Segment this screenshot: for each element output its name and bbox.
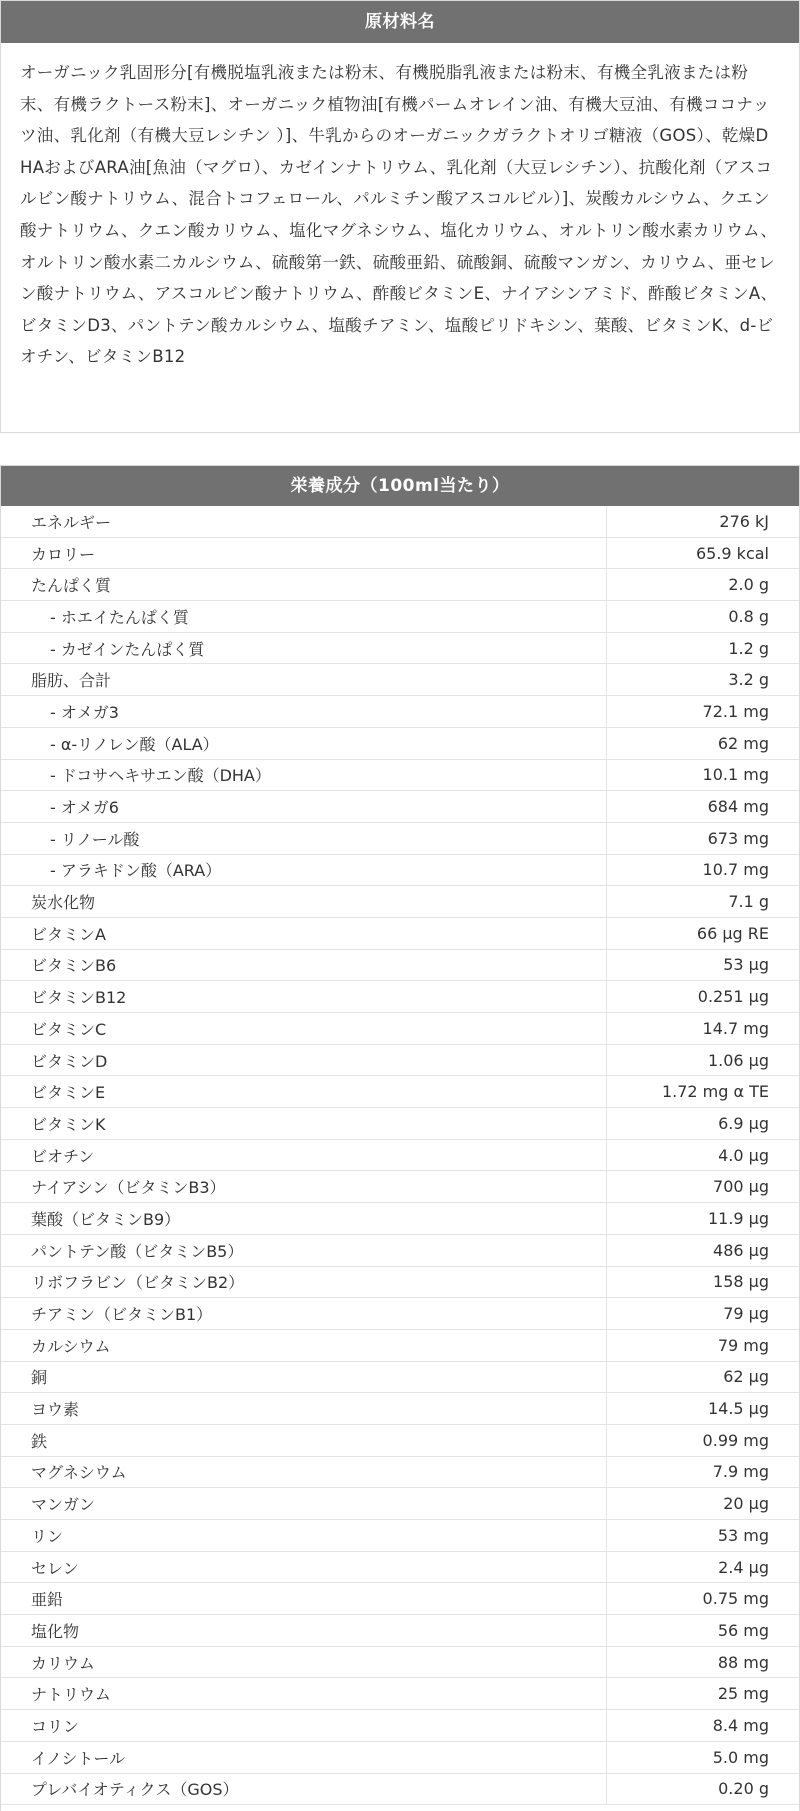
- nutrient-value: 684 mg: [607, 791, 800, 823]
- nutrition-row: [1, 1741, 799, 1773]
- nutrition-row: [1, 1583, 799, 1615]
- nutrition-row: [1, 1171, 799, 1203]
- nutrient-name: コリン: [1, 1710, 607, 1742]
- nutrient-name: ヨウ素: [1, 1393, 607, 1425]
- nutrient-value: 8.4 mg: [607, 1710, 800, 1742]
- nutrient-value: 14.7 mg: [607, 1013, 800, 1045]
- nutrition-row: [1, 1234, 799, 1266]
- nutrient-name: ナトリウム: [1, 1678, 607, 1710]
- nutrition-row: [1, 664, 799, 696]
- nutrient-value: 65.9 kcal: [607, 537, 800, 569]
- nutrition-row: [1, 1298, 799, 1330]
- nutrient-name: カリウム: [1, 1646, 607, 1678]
- nutrient-value: 56 mg: [607, 1615, 800, 1647]
- nutrient-name: - α-リノレン酸（ALA）: [1, 727, 607, 759]
- nutrition-row: [1, 1329, 799, 1361]
- nutrition-row: [1, 1266, 799, 1298]
- nutrient-value: 5.0 mg: [607, 1741, 800, 1773]
- nutrient-value: 3.2 g: [607, 664, 800, 696]
- nutrition-row: [1, 1710, 799, 1742]
- ingredients-title: 原材料名: [1, 1, 799, 43]
- nutrient-name: 銅: [1, 1361, 607, 1393]
- nutrient-name: 塩化物: [1, 1615, 607, 1647]
- nutrient-value: 673 mg: [607, 822, 800, 854]
- nutrient-name: たんぱく質: [1, 569, 607, 601]
- nutrient-name: - ホエイたんぱく質: [1, 601, 607, 633]
- nutrient-name: プレバイオティクス（GOS）: [1, 1773, 607, 1805]
- nutrient-value: 158 µg: [607, 1266, 800, 1298]
- nutrition-row: [1, 1203, 799, 1235]
- ingredients-text: オーガニック乳固形分[有機脱塩乳液または粉末、有機脱脂乳液または粉末、有機全乳液または粉末、有機ラクトース粉末]、オーガニック植物油[有機パームオレイン油、有機大豆油、有機ココナッツ油、乳化剤（有機大豆レシチン ）]、牛乳からのオーガニックガラクトオリゴ糖液（GOS）、乾燥DHAおよびARA油[魚油（マグロ）、カゼインナトリウム、乳化剤（大豆レシチン）、抗酸化剤（アスコルビン酸ナトリウム、混合トコフェロール、パルミチン酸アスコルビル）]、炭酸カルシウム、クエン酸ナトリウム、クエン酸カリウム、塩化マグネシウム、塩化カリウム、オルトリン酸水素カリウム、オルトリン酸水素二カルシウム、硫酸第一鉄、硫酸亜鉛、硫酸銅、硫酸マンガン、カリウム、亜セレン酸ナトリウム、アスコルビン酸ナトリウム、酢酸ビタミンE、ナイアシンアミド、酢酸ビタミンA、ビタミンD3、パントテン酸カルシウム、塩酸チアミン、塩酸ピリドキシン、葉酸、ビタミンK、d-ビオチン、ビタミンB12: [20, 63, 778, 367]
- nutrition-row: [1, 1520, 799, 1552]
- nutrition-row: [1, 1393, 799, 1425]
- nutrient-value: 486 µg: [607, 1234, 800, 1266]
- nutrient-name: ビタミンK: [1, 1108, 607, 1140]
- nutrient-name: - ドコサヘキサエン酸（DHA）: [1, 759, 607, 791]
- nutrition-row: [1, 1456, 799, 1488]
- nutrition-row: [1, 981, 799, 1013]
- nutrient-name: リン: [1, 1520, 607, 1552]
- nutrient-name: - リノール酸: [1, 822, 607, 854]
- nutrient-name: セレン: [1, 1551, 607, 1583]
- nutrient-value: 66 µg RE: [607, 917, 800, 949]
- nutrition-row: [1, 917, 799, 949]
- nutrient-value: 0.20 g: [607, 1773, 800, 1805]
- nutrient-value: 88 mg: [607, 1646, 800, 1678]
- nutrient-value: 0.99 mg: [607, 1424, 800, 1456]
- nutrient-name: - オメガ3: [1, 696, 607, 728]
- nutrition-row: [1, 1076, 799, 1108]
- nutrition-table-body: [1, 506, 799, 1805]
- nutrient-value: 1.2 g: [607, 632, 800, 664]
- nutrient-name: イノシトール: [1, 1741, 607, 1773]
- nutrient-name: ビタミンB12: [1, 981, 607, 1013]
- nutrient-value: 14.5 µg: [607, 1393, 800, 1425]
- nutrition-row: [1, 1615, 799, 1647]
- nutrition-row: [1, 632, 799, 664]
- nutrition-row: [1, 1678, 799, 1710]
- nutrient-value: 7.9 mg: [607, 1456, 800, 1488]
- nutrient-value: 79 µg: [607, 1298, 800, 1330]
- nutrient-name: パントテン酸（ビタミンB5）: [1, 1234, 607, 1266]
- nutrition-title: 栄養成分（100ml当たり）: [1, 466, 799, 506]
- nutrient-value: 700 µg: [607, 1171, 800, 1203]
- nutrition-row: [1, 1773, 799, 1805]
- nutrition-row: [1, 949, 799, 981]
- nutrient-name: カロリー: [1, 537, 607, 569]
- nutrition-row: [1, 1139, 799, 1171]
- nutrient-value: 1.06 µg: [607, 1044, 800, 1076]
- nutrient-name: 葉酸（ビタミンB9）: [1, 1203, 607, 1235]
- nutrition-row: [1, 1488, 799, 1520]
- nutrition-row: [1, 569, 799, 601]
- nutrition-row: [1, 1108, 799, 1140]
- nutrient-name: 亜鉛: [1, 1583, 607, 1615]
- nutrient-value: 53 mg: [607, 1520, 800, 1552]
- nutrition-row: [1, 1044, 799, 1076]
- nutrient-value: 79 mg: [607, 1329, 800, 1361]
- nutrient-name: - アラキドン酸（ARA）: [1, 854, 607, 886]
- nutrient-name: ナイアシン（ビタミンB3）: [1, 1171, 607, 1203]
- nutrition-table: [1, 506, 799, 1805]
- ingredients-panel: [0, 0, 800, 433]
- nutrition-panel: [0, 465, 800, 1811]
- nutrition-row: [1, 1361, 799, 1393]
- nutrient-name: ビタミンE: [1, 1076, 607, 1108]
- nutrient-name: マグネシウム: [1, 1456, 607, 1488]
- nutrient-value: 20 µg: [607, 1488, 800, 1520]
- nutrient-name: マンガン: [1, 1488, 607, 1520]
- nutrient-name: 炭水化物: [1, 886, 607, 918]
- nutrition-row: [1, 1646, 799, 1678]
- nutrition-row: [1, 791, 799, 823]
- nutrition-row: [1, 601, 799, 633]
- nutrient-name: 鉄: [1, 1424, 607, 1456]
- nutrition-row: [1, 1551, 799, 1583]
- nutrition-row: [1, 854, 799, 886]
- nutrient-name: ビタミンC: [1, 1013, 607, 1045]
- nutrient-name: - カゼインたんぱく質: [1, 632, 607, 664]
- nutrient-value: 11.9 µg: [607, 1203, 800, 1235]
- nutrient-name: 脂肪、合計: [1, 664, 607, 696]
- nutrition-row: [1, 727, 799, 759]
- nutrition-row: [1, 759, 799, 791]
- nutrient-name: エネルギー: [1, 506, 607, 537]
- nutrient-value: 0.251 µg: [607, 981, 800, 1013]
- nutrient-name: ビオチン: [1, 1139, 607, 1171]
- nutrient-value: 62 mg: [607, 727, 800, 759]
- nutrient-value: 7.1 g: [607, 886, 800, 918]
- nutrient-name: チアミン（ビタミンB1）: [1, 1298, 607, 1330]
- nutrient-name: リボフラビン（ビタミンB2）: [1, 1266, 607, 1298]
- nutrient-value: 1.72 mg α TE: [607, 1076, 800, 1108]
- nutrient-value: 25 mg: [607, 1678, 800, 1710]
- nutrient-name: カルシウム: [1, 1329, 607, 1361]
- nutrient-value: 276 kJ: [607, 506, 800, 537]
- nutrient-name: ビタミンD: [1, 1044, 607, 1076]
- nutrient-value: 0.8 g: [607, 601, 800, 633]
- nutrient-value: 72.1 mg: [607, 696, 800, 728]
- nutrient-value: 10.1 mg: [607, 759, 800, 791]
- nutrient-value: 6.9 µg: [607, 1108, 800, 1140]
- nutrition-row: [1, 822, 799, 854]
- nutrition-row: [1, 696, 799, 728]
- nutrient-name: ビタミンA: [1, 917, 607, 949]
- nutrition-row: [1, 886, 799, 918]
- nutrition-row: [1, 537, 799, 569]
- nutrition-row: [1, 506, 799, 537]
- nutrient-value: 4.0 µg: [607, 1139, 800, 1171]
- nutrient-value: 62 µg: [607, 1361, 800, 1393]
- nutrition-row: [1, 1013, 799, 1045]
- nutrient-value: 2.4 µg: [607, 1551, 800, 1583]
- nutrient-name: ビタミンB6: [1, 949, 607, 981]
- nutrient-value: 10.7 mg: [607, 854, 800, 886]
- nutrition-row: [1, 1424, 799, 1456]
- nutrient-value: 53 µg: [607, 949, 800, 981]
- nutrient-name: - オメガ6: [1, 791, 607, 823]
- nutrient-value: 0.75 mg: [607, 1583, 800, 1615]
- nutrient-value: 2.0 g: [607, 569, 800, 601]
